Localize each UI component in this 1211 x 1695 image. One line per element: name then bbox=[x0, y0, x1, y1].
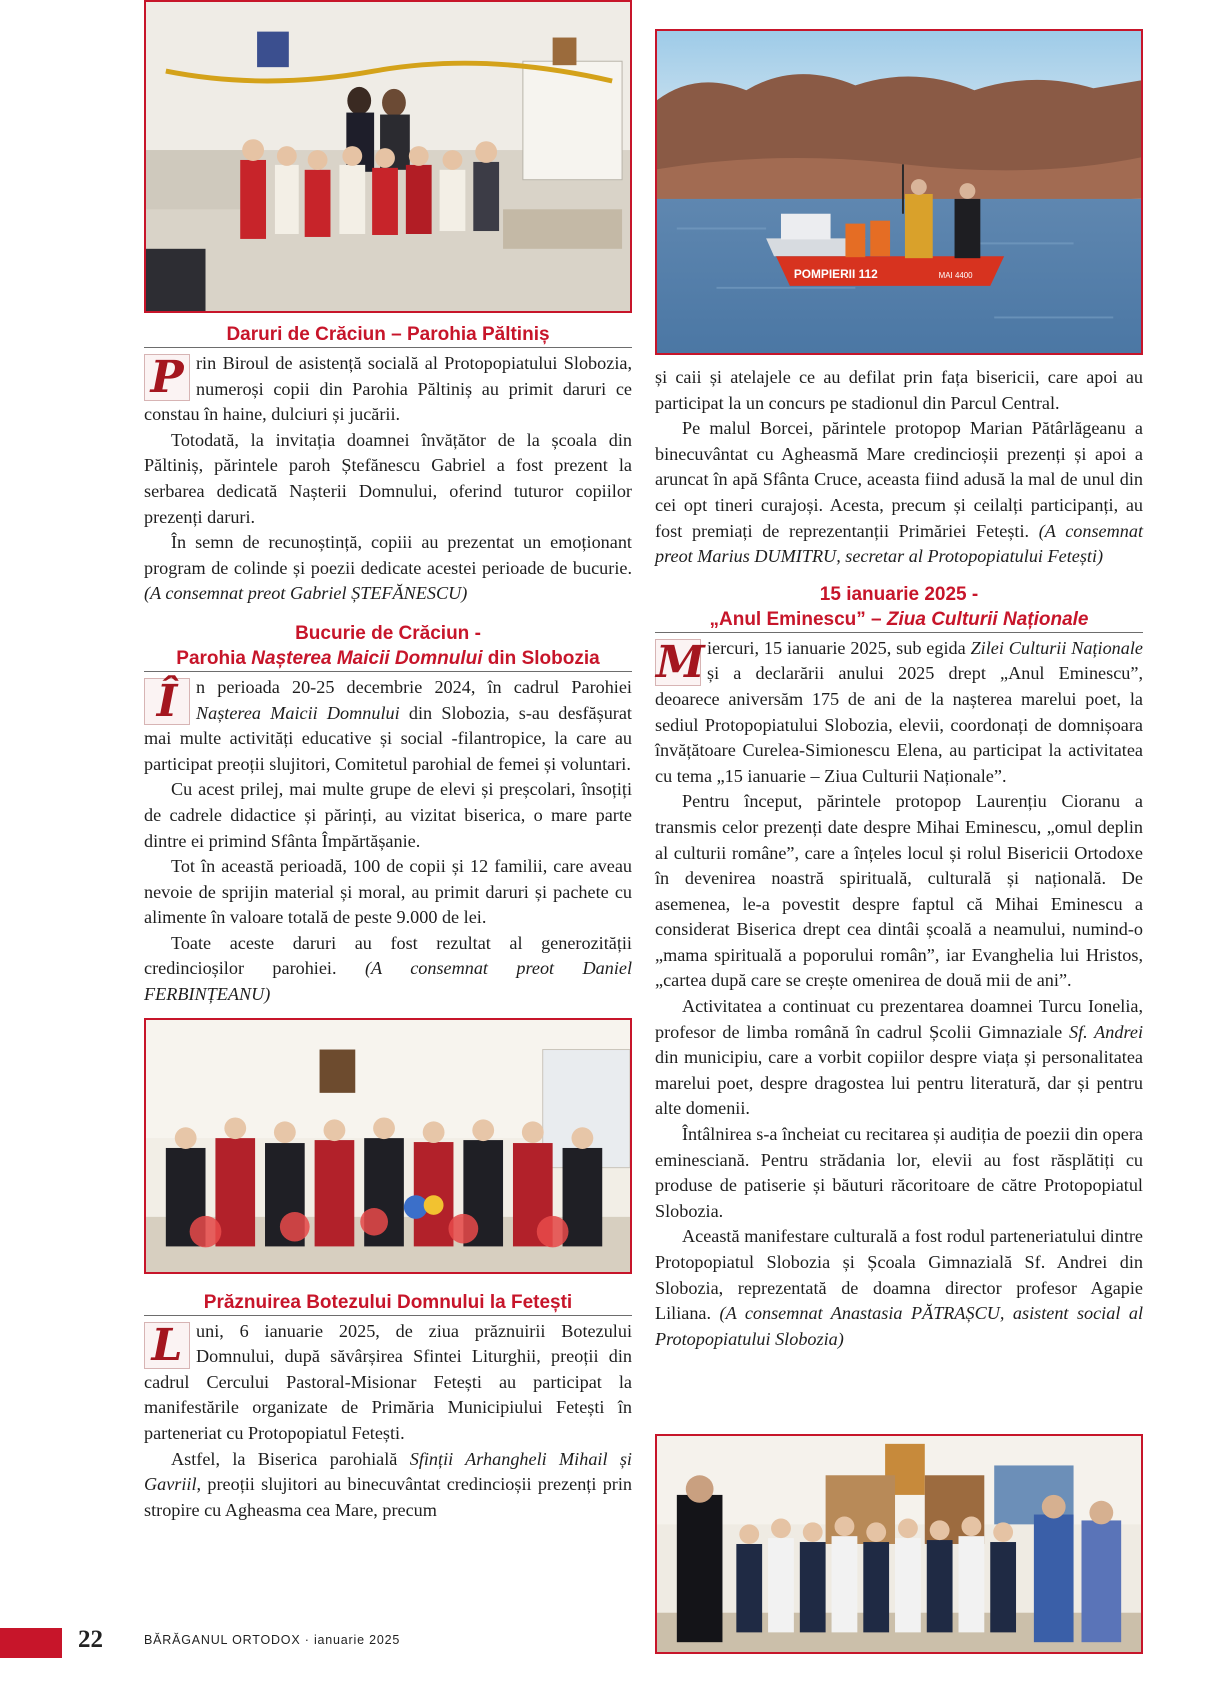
credit-stefanescu: (A consemnat preot Gabriel ȘTEFĂNESCU) bbox=[144, 583, 468, 604]
article-eminescu-p1: M iercuri, 15 ianuarie 2025, sub egida Zilei Culturii Naționale și a declarării anului 2025 drept „Anul Eminescu”, deoarece aniversăm 175 de ani de la nașterea marelui poet, la sediul Protopopiatului Slobozia, elevii, coordonați de domnișoara învățătoare Curelea-Simionescu Elena, au participat la activitatea cu tema „15 ianuarie – Ziua Culturii Naționale”. bbox=[655, 636, 1143, 786]
dropcap-m: M bbox=[656, 636, 705, 688]
article-botez-p1: L uni, 6 ianuarie 2025, de ziua prăznuirii Botezului Domnului, după săvârșirea Sfintei Liturghii, preoții din cadrul Cercului Pastoral-Misionar Fetești au participat la manifestările organizate de Primăria Municipiului Fetești în parteneriat cu Protopopiatul Fetești. bbox=[144, 1319, 632, 1444]
headline-eminescu-line2: „Anul Eminescu” – Ziua Culturii Naționale bbox=[709, 608, 1089, 630]
article-bucurie-p4: Toate aceste daruri au fost rezultat al generozității credincioșilor parohiei. (A consemnat preot Daniel FERBINȚEANU) bbox=[144, 932, 633, 1005]
boat-label-pompieri: POMPIERII 112 bbox=[793, 266, 878, 281]
article-craciun-paltinis bbox=[144, 351, 632, 607]
photo-eminescu-image bbox=[657, 1436, 1141, 1652]
article-eminescu-p3: Activitatea a continuat cu prezentarea doamnei Turcu Ionelia, profesor de limba română în cadrul Școlii Gimnaziale Sf. Andrei din municipiu, care a vorbit copiilor despre viața și personalitatea marelui poet, despre dragostea lui pentru literatură, dar și pentru alte domenii. bbox=[655, 996, 1143, 1119]
article-botez-p3: și caii și atelajele ce au defilat prin fața bisericii, care apoi au participat la un concurs pe stadionul din Parcul Central. bbox=[655, 367, 1143, 413]
article-craciun-paltinis-p2: Totodată, la invitația doamnei învățător de la școala din Păltiniș, părintele paroh Ștefănescu Gabriel a fost prezent la serbarea dedicată Nașterii Domnului, oferind tuturor copiilor prezenți daruri. bbox=[144, 429, 632, 527]
dropcap-l: L bbox=[144, 1322, 190, 1369]
photo-slobozia-image bbox=[146, 1020, 630, 1272]
article-botez-fetesti bbox=[144, 1319, 632, 1524]
page-number: 22 bbox=[78, 1626, 103, 1653]
headline-bucurie-craciun bbox=[144, 621, 632, 672]
article-eminescu-p4: Întâlnirea s-a încheiat cu recitarea și audiția de poezii din opera eminesciană. Pentru strădania lor, elevii au fost răsplătiți cu produse de patiserie și băuturi răcoritoare de către Protopopiatul Slobozia. bbox=[655, 1124, 1143, 1221]
article-bucurie-p3: Tot în această perioadă, 100 de copii și 12 familii, care aveau nevoie de sprijin material și moral, au primit daruri și pachete cu alimente în valoare totală de peste 9.000 de lei. bbox=[144, 856, 632, 928]
article-eminescu-p5: Această manifestare culturală a fost rodul parteneriatului dintre Protopopiatul Slobozia și Școala Gimnazială Sf. Andrei din Slobozia, reprezentată de doamna director profesor Agapie Liliana. (A consemnat Anastasia PĂTRAȘCU, asistent social al Protopopiatului Slobozia) bbox=[655, 1226, 1143, 1349]
headline-botez-fetesti bbox=[144, 1290, 632, 1316]
footer-accent-bar bbox=[0, 1628, 62, 1658]
headline-craciun-paltinis-text: Daruri de Crăciun – Parohia Păltiniș bbox=[226, 324, 550, 345]
article-bucurie-p1: Î n perioada 20-25 decembrie 2024, în cadrul Parohiei Nașterea Maicii Domnului din Slobozia, s-au desfășurat mai multe activități educative și social -filantropice, la care au participat preoții slujitori, Comitetul parohial de femei și voluntari. bbox=[144, 675, 632, 774]
headline-craciun-paltinis bbox=[144, 322, 632, 348]
footer-magazine-title bbox=[144, 1633, 400, 1647]
article-botez-continued bbox=[655, 365, 1143, 570]
article-craciun-paltinis-p1: P rin Biroul de asistență socială al Protopopiatului Slobozia, numeroși copii din Parohia Păltiniș au primit daruri ce constau în haine, dulciuri și jucării. bbox=[144, 352, 632, 425]
photo-boat-image bbox=[657, 31, 1141, 353]
photo-boat-theophany bbox=[655, 29, 1143, 355]
credit-dumitru: (A consemnat preot Marius DUMITRU, secretar al Protopopiatului Fetești) bbox=[655, 520, 1144, 567]
credit-patrascu: (A consemnat Anastasia PĂTRAȘCU, asistent social al Protopopiatului Slobozia) bbox=[655, 1303, 1143, 1349]
article-bucurie-craciun bbox=[144, 675, 632, 1008]
photo-slobozia-youth bbox=[144, 1018, 632, 1274]
boat-label-id: MAI 4400 bbox=[938, 270, 973, 280]
left-column bbox=[144, 0, 632, 1523]
article-eminescu bbox=[655, 636, 1143, 1353]
headline-eminescu-line1: 15 ianuarie 2025 - bbox=[819, 583, 979, 605]
dropcap-p: P bbox=[144, 354, 190, 401]
headline-bucurie-line1: Bucurie de Crăciun - bbox=[295, 622, 481, 644]
photo-eminescu-students bbox=[655, 1434, 1143, 1654]
dropcap-i: Î bbox=[144, 678, 190, 725]
photo-paltinis-children bbox=[144, 0, 632, 313]
right-column bbox=[655, 0, 1143, 1352]
credit-ferbinteanu: (A consemnat preot Daniel FERBINȚEANU) bbox=[144, 958, 633, 1005]
article-craciun-paltinis-p3: În semn de recunoștință, copiii au prezentat un emoționant program de colinde și poezii dedicate acestei perioade de bucurie. (A consemnat preot Gabriel ȘTEFĂNESCU) bbox=[144, 532, 632, 604]
headline-botez-text: Prăznuirea Botezului Domnului la Fetești bbox=[203, 1291, 573, 1313]
photo-paltinis-image bbox=[146, 2, 630, 311]
article-botez-p4: Pe malul Borcei, părintele protopop Marian Pătârlăgeanu a binecuvântat cu Agheasmă Mare credincioșii prezenți și apoi a aruncat în apă Sfânta Cruce, aceasta fiind adusă la mal de unul din cei opt tineri curajoși. Acesta, precum și ceilalți participanți, au fost premiați de reprezentanții Primăriei Fetești. (A consemnat preot Marius DUMITRU, secretar al Protopopiatului Fetești) bbox=[655, 418, 1144, 567]
magazine-issue: · ianuarie 2025 bbox=[300, 1633, 401, 1647]
article-bucurie-p2: Cu acest prilej, mai multe grupe de elevi și preșcolari, însoțiți de cadrele didactice și părinți, au vizitat biserica, o mare parte dintre ei primind Sfânta Împărtășanie. bbox=[144, 779, 632, 851]
headline-eminescu bbox=[655, 582, 1143, 633]
headline-bucurie-line2: Parohia Nașterea Maicii Domnului din Slobozia bbox=[176, 647, 600, 669]
article-eminescu-p2: Pentru început, părintele protopop Laurențiu Cioranu a transmis celor prezenți date despre Mihai Eminescu, „omul deplin al culturii române”, care a înțeles locul și rolul Bisericii Ortodoxe în devenirea noastră spirituală, culturală și națională. De asemenea, le-a povestit despre faptul că Mihai Eminescu a considerat Biserica drept cea dintâi școală a neamului, numind-o „mama spirituală a poporului român”, iar Evanghelia lui Hristos, „cartea după care se crește omenirea de două mii de ani”. bbox=[655, 791, 1143, 991]
article-botez-p2: Astfel, la Biserica parohială Sfinții Arhangheli Mihail și Gavriil, preoții slujitori au binecuvântat credincioșii prezenți prin stropire cu Agheasma cea Mare, precum bbox=[144, 1448, 632, 1520]
magazine-name: BĂRĂGANUL ORTODOX bbox=[144, 1633, 301, 1647]
